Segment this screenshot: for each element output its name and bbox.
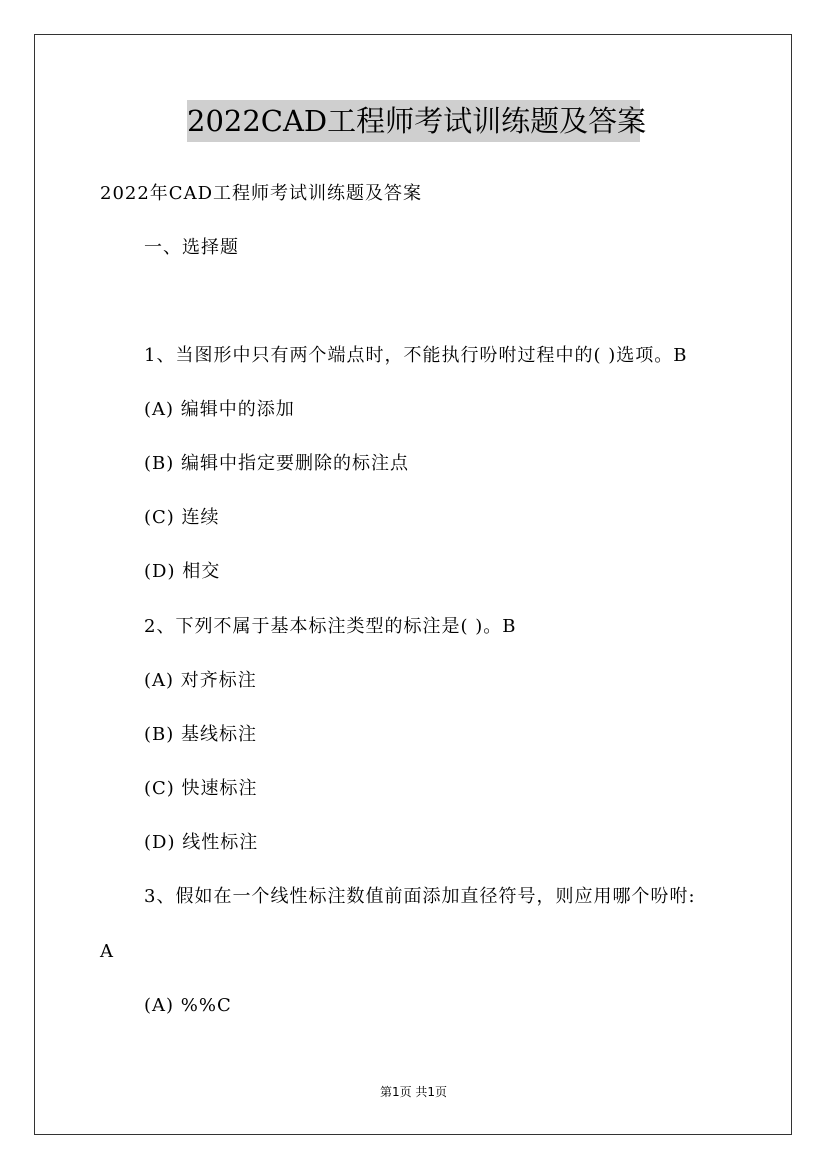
q2-option-c: (C) 快速标注 (144, 778, 258, 799)
q1-option-c: (C) 连续 (144, 507, 220, 528)
question-3: 3、假如在一个线性标注数值前面添加直径符号，则应用哪个吩咐: (144, 886, 696, 907)
section-heading: 一、选择题 (144, 237, 239, 258)
q1-option-d: (D) 相交 (144, 561, 221, 582)
document-title: 2022CAD工程师考试训练题及答案 (187, 100, 640, 142)
question-2: 2、下列不属于基本标注类型的标注是( )。B (144, 616, 517, 637)
q3-answer: A (100, 941, 114, 962)
q1-option-b: (B) 编辑中指定要删除的标注点 (144, 453, 409, 474)
q2-option-a: (A) 对齐标注 (144, 670, 257, 691)
page-footer: 第1页 共1页 (379, 1085, 448, 1099)
document-subtitle: 2022年CAD工程师考试训练题及答案 (100, 183, 423, 204)
q2-option-d: (D) 线性标注 (144, 832, 259, 853)
q2-option-b: (B) 基线标注 (144, 724, 257, 745)
q1-option-a: (A) 编辑中的添加 (144, 399, 295, 420)
question-1: 1、当图形中只有两个端点时，不能执行吩咐过程中的( )选项。B (144, 345, 688, 366)
q3-option-a: (A) %%C (144, 995, 232, 1016)
